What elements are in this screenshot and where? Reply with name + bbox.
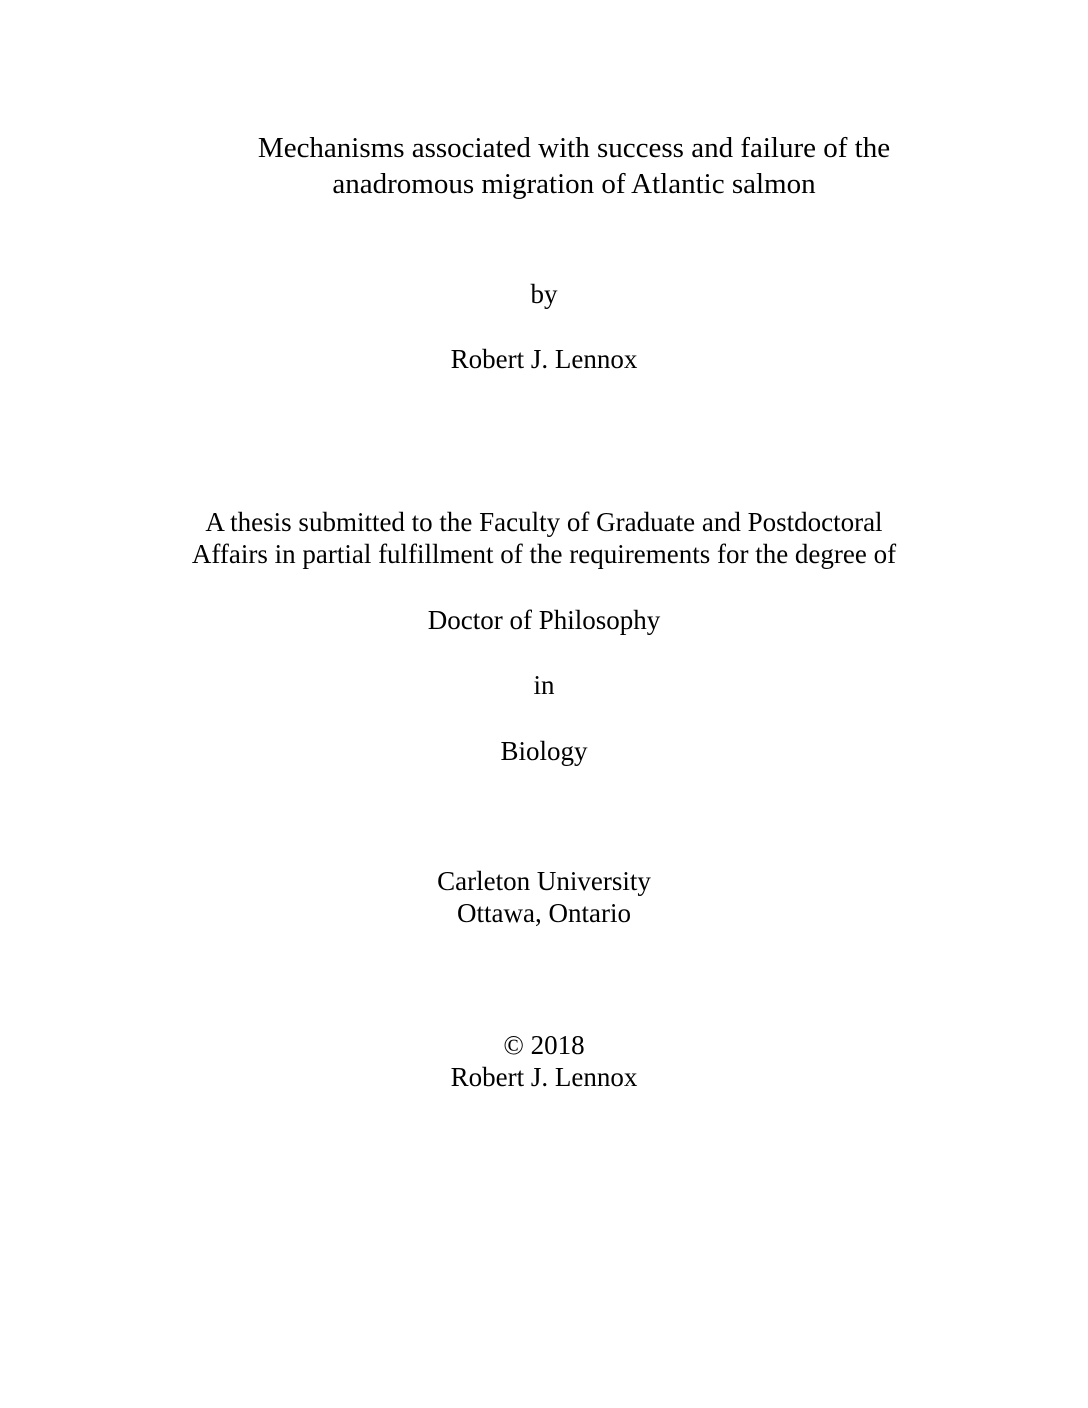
copyright-block [0,1029,1088,1093]
author-name [0,343,1088,375]
degree-text: Doctor of Philosophy [427,605,661,635]
submission-statement-line-1: A thesis submitted to the Faculty of Graduate and Postdoctoral [205,507,883,537]
institution-name: Carleton University [437,866,651,896]
by-text: by [530,279,558,309]
submission-statement [0,506,1088,570]
author-text: Robert J. Lennox [450,344,638,374]
by-label [0,278,1088,310]
institution-location: Ottawa, Ontario [457,898,631,928]
thesis-title [30,130,1088,202]
institution [0,865,1088,929]
copyright-notice: © 2018 [503,1030,585,1060]
field-text: Biology [500,736,588,766]
in-label [0,669,1088,701]
thesis-title-line-2: anadromous migration of Atlantic salmon [332,168,816,200]
thesis-title-line-1: Mechanisms associated with success and failure of the [257,132,891,164]
copyright-holder: Robert J. Lennox [450,1062,638,1092]
submission-statement-line-2: Affairs in partial fulfillment of the requirements for the degree of [191,539,897,569]
in-text: in [533,670,555,700]
field-of-study [0,735,1088,767]
degree-name [0,604,1088,636]
